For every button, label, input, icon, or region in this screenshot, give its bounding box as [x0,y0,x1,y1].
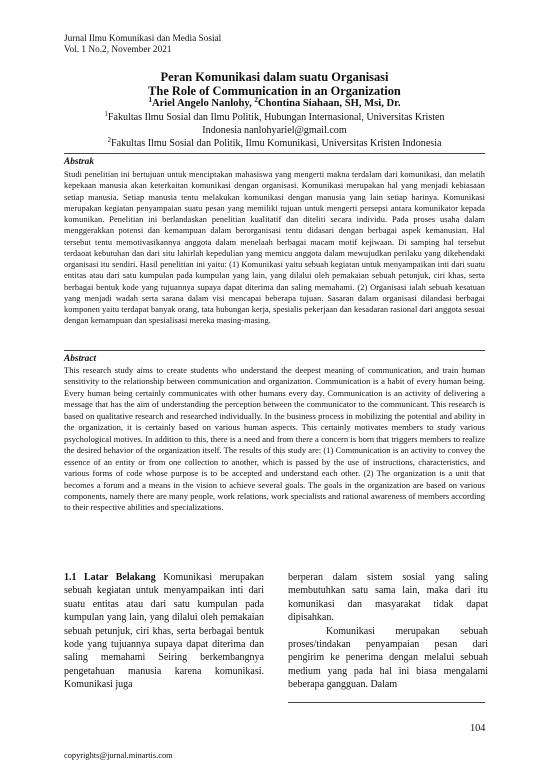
affiliation-1-email: Indonesia nanlohyariel@gmail.com [202,125,347,136]
abstract-body: This research study aims to create students who understand the deepest meaning of communication, and train human sensitivity to the relationship between communication and organization. Communication is a habit of every human being. Every human being certainly communicates with other humans every day. Communication is an activity of delivering a message that has the aim of understanding the perception between the communicator to the communicant. This research is based on qualitative research and researched individually. In the business process in mobilizing the potential and ability in the organization, it is certainly based on various human aspects. This certainly motivates members to study various psychological motives. In addition to this, there is a need and from there a concern is born that triggers members to realize the desired behavior of the organization itself. The results of this study are: (1) Communication is an activity to convey the essence of an entity or from one collection to another, which is passed by the use of instructions, characteristics, and various forms of code whose purpose is to be accepted and understand each other. (2) The organization is a unit that becomes a forum and a means in the vision to achieve several goals. The goals in the organization are based on various components, namely there are many people, work relations, work specialists and rational awareness of members according to their respective abilities and specializations. [64,365,485,513]
author-line [60,97,489,110]
section-right-para-2: Komunikasi merupakan sebuah proses/tindakan penyampaian pesan dari pengirim ke penerima dengan melalui sebuah medium yang pada hal ini biasa mengalami beberapa gangguan. Dalam [288,625,488,691]
title-indonesian: Peran Komunikasi dalam suatu Organisasi [160,70,389,84]
abstrak-heading: Abstrak [64,157,94,167]
author2-name: Chontina Siahaan, SH, Msi, Dr. [257,98,401,109]
volume-info: Vol. 1 No.2, November 2021 [64,45,172,55]
author2-superscript: 2 [254,96,258,104]
journal-name: Jurnal Ilmu Komunikasi dan Media Sosial [64,34,222,44]
affiliation-1-text: Fakultas Ilmu Sosial dan Ilmu Politik, Hubungan Internasional, Universitas Kristen [107,112,445,123]
column-end-rule [288,702,485,703]
affiliation-1-superscript: 1 [104,110,108,118]
section-left-column [64,571,264,692]
section-heading: 1.1 Latar Belakang [64,572,156,583]
section-left-text: Komunikasi merupakan sebuah kegiatan untuk menyampaikan inti dari suatu entitas atau dari satu kumpulan pada kumpulan yang lain, yang dilalui oleh pemakaian sebuah petunjuk, ciri khas, serta berbagai bentuk kode yang tujuannya supaya dapat diterima dan saling memahami Seiring berkembangnya pengetahuan manusia karena komunikasi. Komunikasi juga [64,572,265,691]
section-right-para-1: berperan dalam sistem sosial yang saling membutuhkan satu sama lain, maka dari itu komunikasi dan masyarakat tidak dapat dipisahkan. [288,572,488,624]
abstrak-body: Studi penelitian ini bertujuan untuk menciptakan mahasiswa yang mengerti makna terdalam dari komunikasi, dan melatih kepekaan manusia akan keterkaitan komunikasi dengan organisasi. Komunikasi merupakan hal yang menjadi kebiasaan setiap manusia. Setiap manusia tentu melakukan komunikasi dengan manusia yang lain setiap harinya. Komunikasi merupakan kegiatan penyampaian suatu pesan yang memiliki tujuan untuk mengerti persepsi antara komunikator kepada komunikan. Penelitian ini berlandaskan penelitian kualitatif dan diteliti secara individu. Pada proses usaha dalam menggerakkan potensi dan kemampuan dalam berorganisasi tentu didasari dengan berbagai aspek kemanusian. Hal tersebut tentu memotivasikannya anggota dalam menelaah berbagai macam motif kejiwaan. Di samping hal tersebut terdaoat kebutuhan dan dari situ lahirlah kepedulian yang memicu anggota dalam mewujudkan perilaku yang dikehendaki organisasi itu sendiri. Hasil penelitian ini yaitu: (1) Komunikasi yaitu sebuah kegiatan untuk menyampaikan inti dari suatu entitas atau dari satu kumpulan pada kumpulan yang lain, yang dilalui oleh pemakaian sebuah petunjuk, ciri khas, serta berbagai bentuk kode yang tujuannya supaya dapat diterima dan saling memahami. (2) Organisasi ialah sebuah kesatuan yang menjadi wadah serta sarana dalam visi mencapai beberapa tujuan. Sasaran dalam organisasi dilandasi berbagai komponen yaitu terdapat banyak orang, tata hubungan kerja, spesialis pekerjaan dan kesadaran rasional dari anggota sesuai dengan kemampuan dan spesialisasi mereka masing-masing. [64,170,485,326]
abstrak-top-rule [64,153,485,154]
page-number: 104 [470,723,486,734]
affiliation-2 [60,137,489,150]
affiliation-1 [60,111,489,124]
affiliation-2-text: Fakultas Ilmu Sosial dan Politik, Ilmu Komunikasi, Universitas Kristen Indonesia [110,138,442,149]
affiliation-2-superscript: 2 [107,136,111,144]
section-right-column [288,571,488,692]
footer-copyright: copyrights@jurnal.minartis.com [64,751,173,760]
title-english: The Role of Communication in an Organization [148,84,401,98]
abstrak-bottom-rule [64,350,485,351]
author1-superscript: 1 [148,96,152,104]
abstract-heading: Abstract [64,354,97,364]
author1-name: Ariel Angelo Nanlohy, [151,98,255,109]
